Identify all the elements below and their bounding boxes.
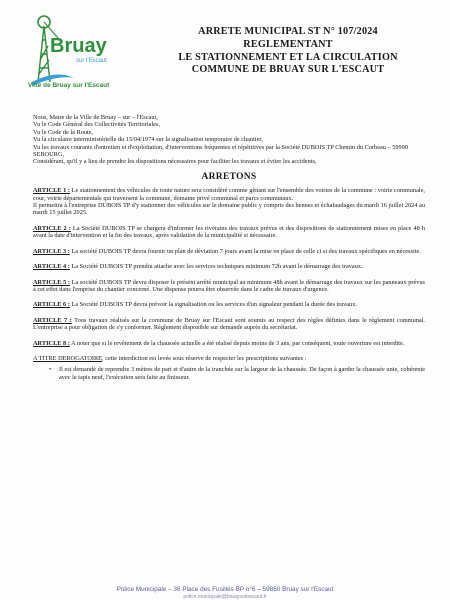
article-text: A noter que si le revêtement de la chaussée actuelle a été réalisé depuis moins de 3 ans, par conséquent, toute ouverture est interdite. [71,339,405,347]
article-label: ARTICLE 5 : [33,278,70,286]
article-label: ARTICLE 8 : [33,339,70,347]
bullet-icon: • [49,366,52,374]
town-logo [28,8,110,92]
intro-line: Nous, Maire de la Ville de Bruay – sur – l'Escaut, [33,114,158,121]
article-label: ARTICLE 4 : [33,263,70,271]
intro-line: Considérant, qu'il y a lieu de prendre les dispositions nécessaires pour faciliter les travaux et éviter les accidents, [33,158,317,166]
article-1 [33,187,425,217]
article-label: ARTICLE 6 : [33,301,70,309]
article-label: ARTICLE 2 : [33,224,71,232]
intro-line: Vu les travaux courants d'entretien et d'exploitation, d'interventions fréquentes et répétitives par la Société DUBOIS TP Chemin du Corbeau – 59990 SEBOURG, [33,143,408,159]
title-line-2: REGLEMENTANT [243,38,333,50]
article-text: La société DUBOIS TP devra disposer le présent arrêté municipal au minimum 48h avant le démarrage des travaux sur les panneaux prévus à cet effet dans l'emprise du chantier concerné. Une dispense pourra être observée dans le cadre de travaux d'urgence. [33,278,425,293]
document-title [138,26,438,77]
article-3 [33,248,425,255]
derogation-text: , cette interdiction est levée sous réserve de respecter les prescriptions suivantes : [102,354,307,362]
article-text: Le stationnement des véhicules de toute nature sera considéré comme gênant sur l'ensemble des voiries de la commune : voirie communale, cour, voirie départementale qui traversent la commune, domaine privé communal et parcs communaux. [33,187,425,202]
footer-email: police.municipale@bruaysurlescaut.fr [183,594,267,600]
derogation-label: A TITRE DEROGATOIRE [33,354,103,362]
article-text: La Société DUBOIS TP se chargera d'informer les riverains des travaux prévus et des dispositions de stationnement mises en place 48 h avant la date d'intervention et la fin des travaux, après validation de la municipalité si nécessaire. [33,224,425,240]
title-line-3: LE STATIONNEMENT ET LA CIRCULATION [178,51,398,63]
document-body [33,114,425,381]
article-text: La Société DUBOIS TP devra prévoir la signalisation ou les services d'un signaleur pendant la durée des travaux. [71,301,357,309]
article-extra: Il permettra à l'entreprise DUBOIS TP d'y stationner des véhicules sur le domaine public y compris des bennes et échafaudages du mardi 16 juillet 2024 au mardi 15 juillet 2025. [33,202,425,217]
article-label: ARTICLE 3 : [33,247,70,255]
section-heading: ARRETONS [201,171,257,182]
intro-section [33,114,425,166]
intro-line: Vu le Code Général des Collectivités Territoriales, [33,121,160,129]
footer-address: Police Municipale – 36 Place des Fusillés BP n°6 – 59860 Bruay sur l'Escaut [116,586,334,593]
article-7 [33,317,425,332]
article-label: ARTICLE 1 : [33,187,70,195]
derogation-paragraph [33,355,425,362]
intro-line: Vu le Code de la Route, [33,128,94,136]
article-2 [33,225,425,240]
article-label: ARTICLE 7 : [33,316,72,324]
article-text: La Société DUBOIS TP prendra attache avec les services techniques minimum 72h avant le démarrage des travaux. [71,263,363,271]
logo-sub: sur l'Escaut [76,58,107,64]
logo-caption: Ville de Bruay sur l'Escaut [28,82,110,89]
article-text: La société DUBOIS TP devra fournir un plan de déviation 7 jours avant la mise en place de celle ci si des travaux spécifiques en nécessite. [71,247,421,255]
logo-name: Bruay [50,35,107,57]
article-4 [33,263,425,270]
derogation-bullet [49,366,425,381]
article-text: Tous travaux réalisés sur la commune de Bruay sur l'Escaut sont soumis au respect des règles définies dans le règlement communal. L'entreprise a pour obligation de s'y conformer. Règlement disponible sur demande auprès du secrétariat. [33,316,425,332]
title-line-1: ARRETE MUNICIPAL ST N° 107/2024 [198,26,378,37]
bullet-text: Il est demandé de reprendre 3 mètres de part et d'autre de la tranchée sur la largeur de la chaussée. De façon à garder la chaussée unie, cohérente avec le tapis neuf, l'exécution sera faite au finisseur. [59,366,425,381]
title-line-4: COMMUNE DE BRUAY SUR L'ESCAUT [191,64,385,76]
intro-line: Vu la circulaire interministérielle du 15/04/1974 sur la signalisation temporaire de chantier, [33,136,263,144]
article-8 [33,340,425,347]
article-6 [33,301,425,308]
article-5 [33,279,425,294]
